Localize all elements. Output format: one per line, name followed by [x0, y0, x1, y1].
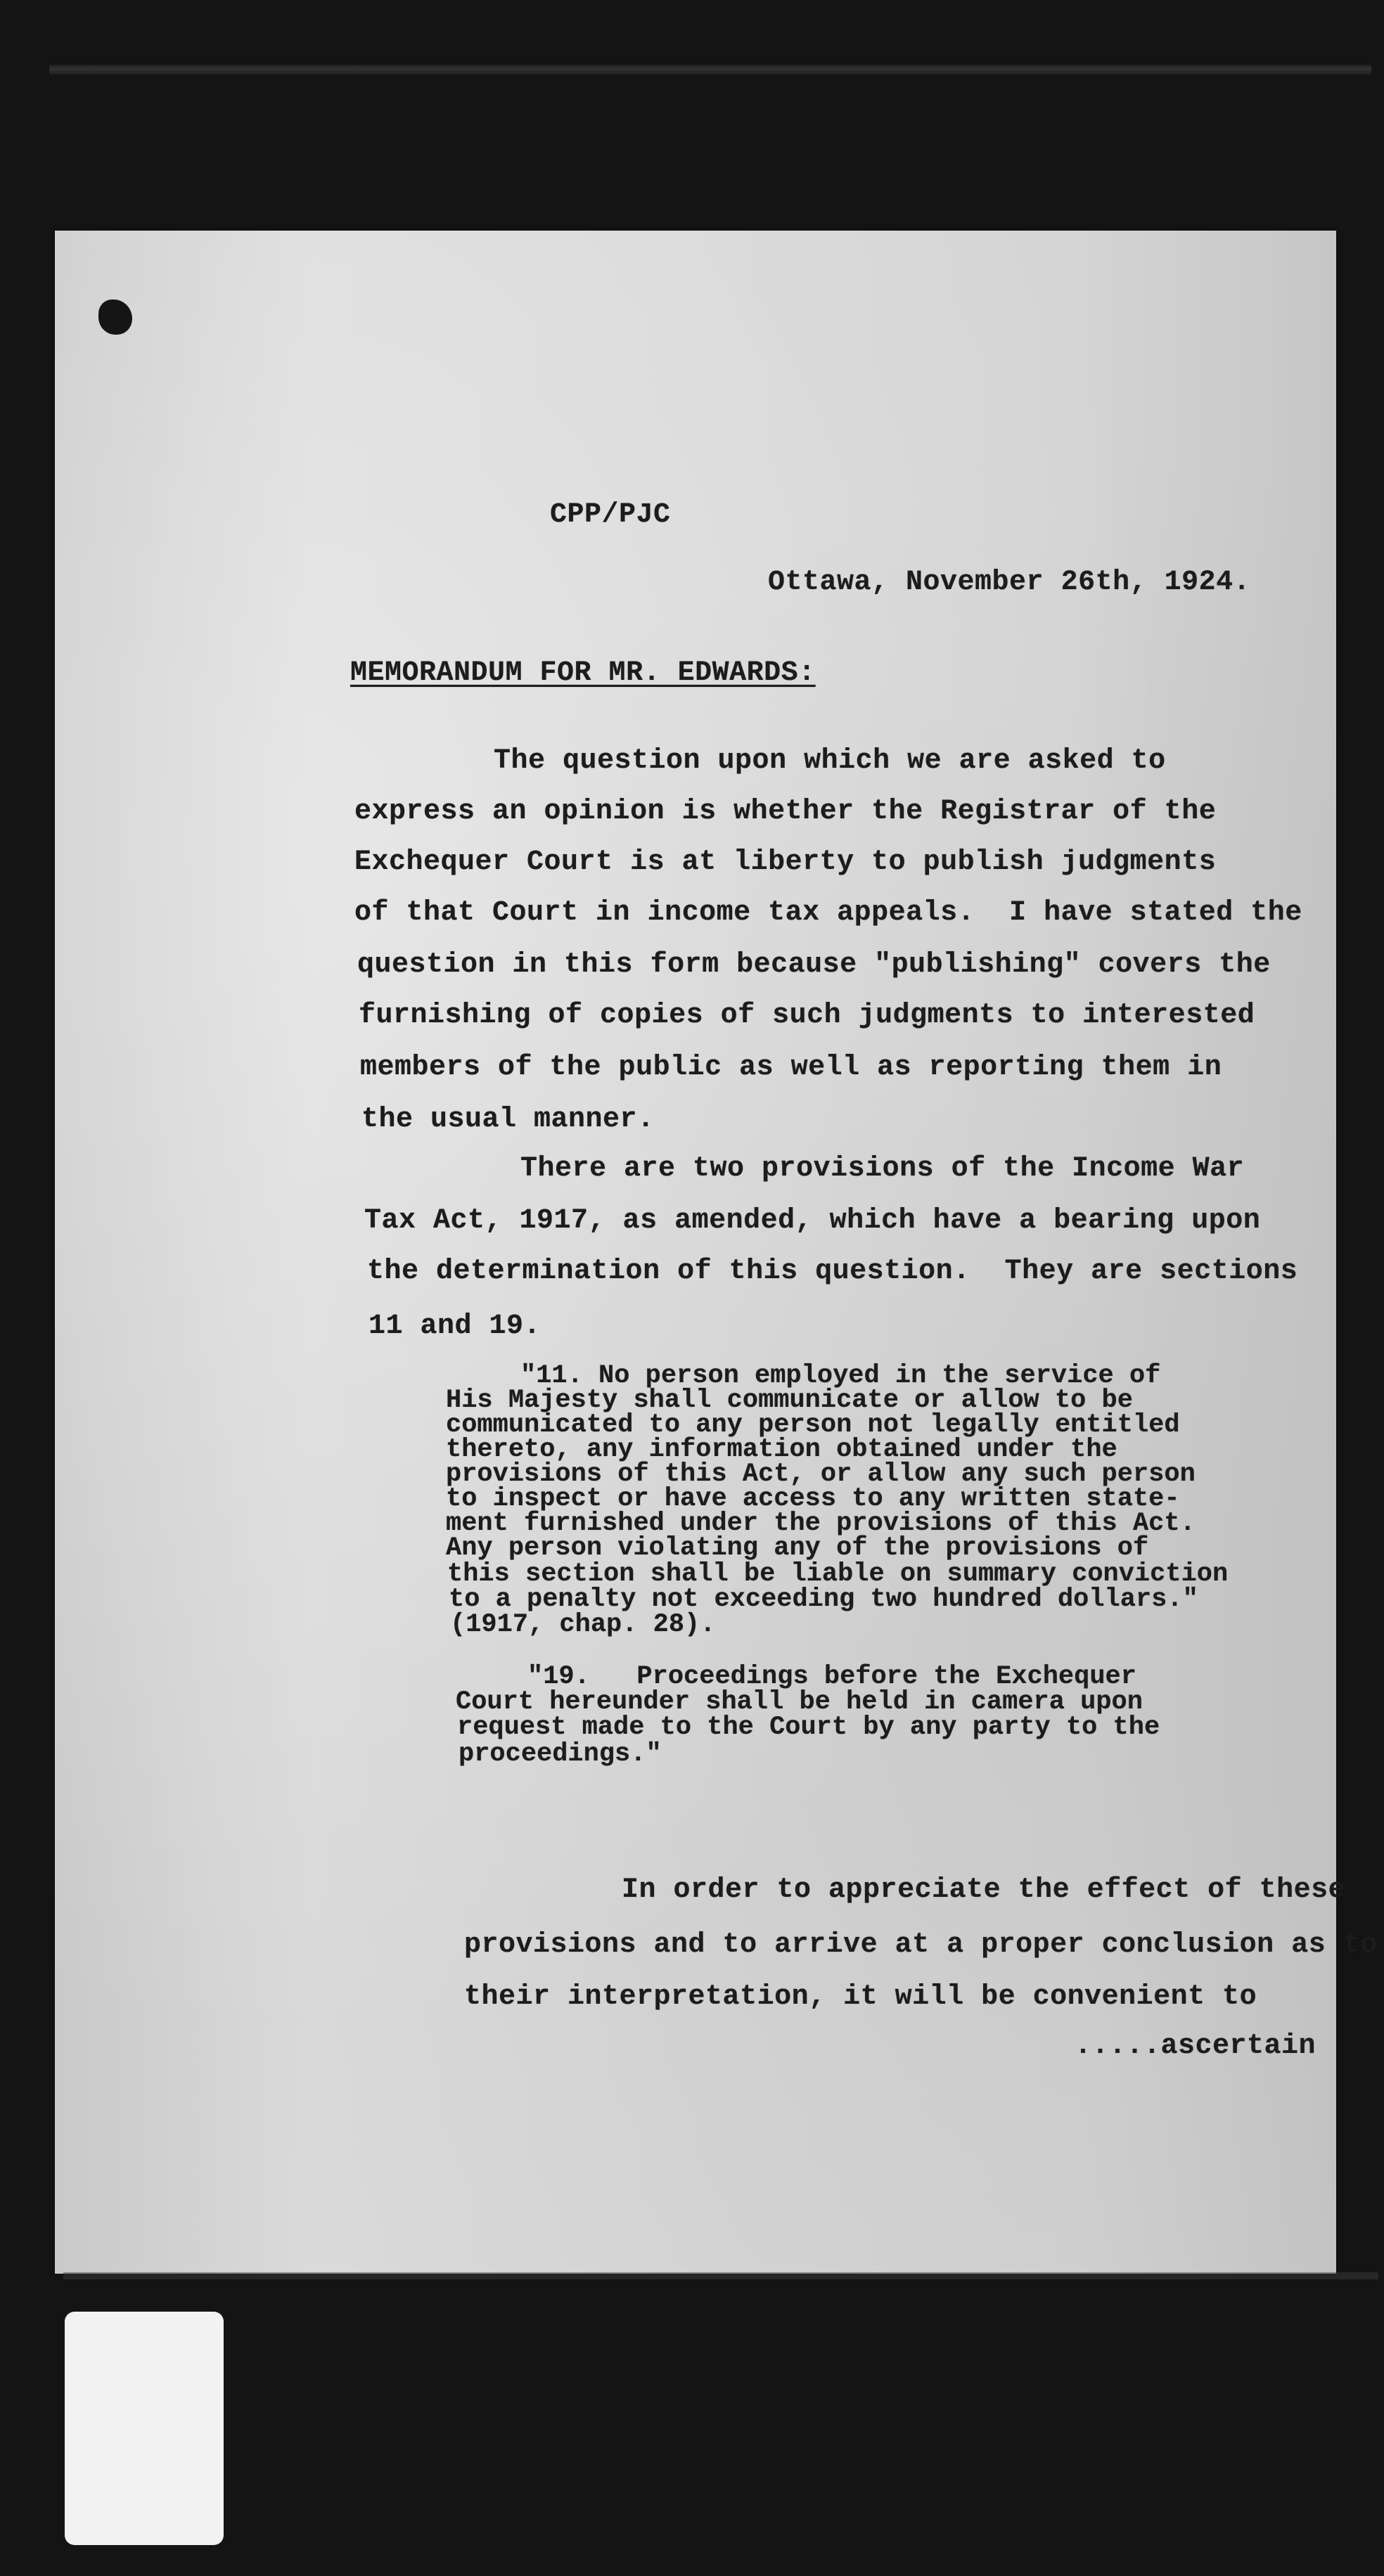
quotation-line: proceedings." [459, 1739, 662, 1769]
paragraph-line: the determination of this question. They are sections [367, 1256, 1298, 1287]
paragraph-line: express an opinion is whether the Registrar of the [354, 796, 1217, 827]
paragraph-line: of that Court in income tax appeals. I have stated the [354, 897, 1302, 929]
scan-bottom-edge [63, 2272, 1378, 2279]
quotation-line: this section shall be liable on summary conviction [447, 1559, 1229, 1589]
memo-heading: MEMORANDUM FOR MR. EDWARDS: [350, 657, 816, 689]
catchword: .....ascertain [1075, 2030, 1316, 2062]
quotation-line: "11. No person employed in the service of [520, 1361, 1161, 1391]
quotation-line: "19. Proceedings before the Exchequer [527, 1662, 1136, 1692]
paragraph-line: question in this form because "publishing" covers the [357, 949, 1271, 981]
paragraph-line: Exchequer Court is at liberty to publish judgments [354, 846, 1217, 878]
paragraph-line: 11 and 19. [369, 1310, 542, 1342]
paragraph-line: the usual manner. [361, 1104, 655, 1135]
quotation-line: provisions of this Act, or allow any such person [446, 1460, 1196, 1489]
quotation-line: Court hereunder shall be held in camera upon [456, 1687, 1143, 1717]
quotation-line: to a penalty not exceeding two hundred dollars." [449, 1585, 1198, 1614]
paragraph-line: Tax Act, 1917, as amended, which have a bearing upon [364, 1205, 1261, 1237]
quotation-line: request made to the Court by any party to the [457, 1713, 1160, 1742]
quotation-line: thereto, any information obtained under the [446, 1435, 1117, 1464]
quotation-line: communicated to any person not legally entitled [446, 1410, 1180, 1440]
paragraph-line: their interpretation, it will be convenient to [464, 1981, 1257, 2013]
quotation-line: ment furnished under the provisions of this Act. [446, 1509, 1196, 1538]
dateline: Ottawa, November 26th, 1924. [768, 567, 1251, 598]
quotation-line: His Majesty shall communicate or allow to be [446, 1386, 1133, 1415]
reference-initials: CPP/PJC [550, 499, 671, 531]
document-page [55, 231, 1336, 2274]
paragraph-line: provisions and to arrive at a proper conclusion as to [464, 1929, 1378, 1961]
quotation-line: (1917, chap. 28). [450, 1610, 716, 1640]
paragraph-line: In order to appreciate the effect of these [622, 1874, 1346, 1906]
archive-label-tab [65, 2312, 224, 2545]
quotation-line: Any person violating any of the provisions of [446, 1533, 1149, 1563]
paragraph-line: furnishing of copies of such judgments to interested [359, 1000, 1255, 1031]
scan-top-edge [49, 65, 1371, 75]
paragraph-line: members of the public as well as reporting them in [360, 1052, 1222, 1083]
paragraph-line: The question upon which we are asked to [494, 745, 1166, 777]
paragraph-line: There are two provisions of the Income War [520, 1153, 1245, 1185]
quotation-line: to inspect or have access to any written state- [446, 1484, 1180, 1514]
